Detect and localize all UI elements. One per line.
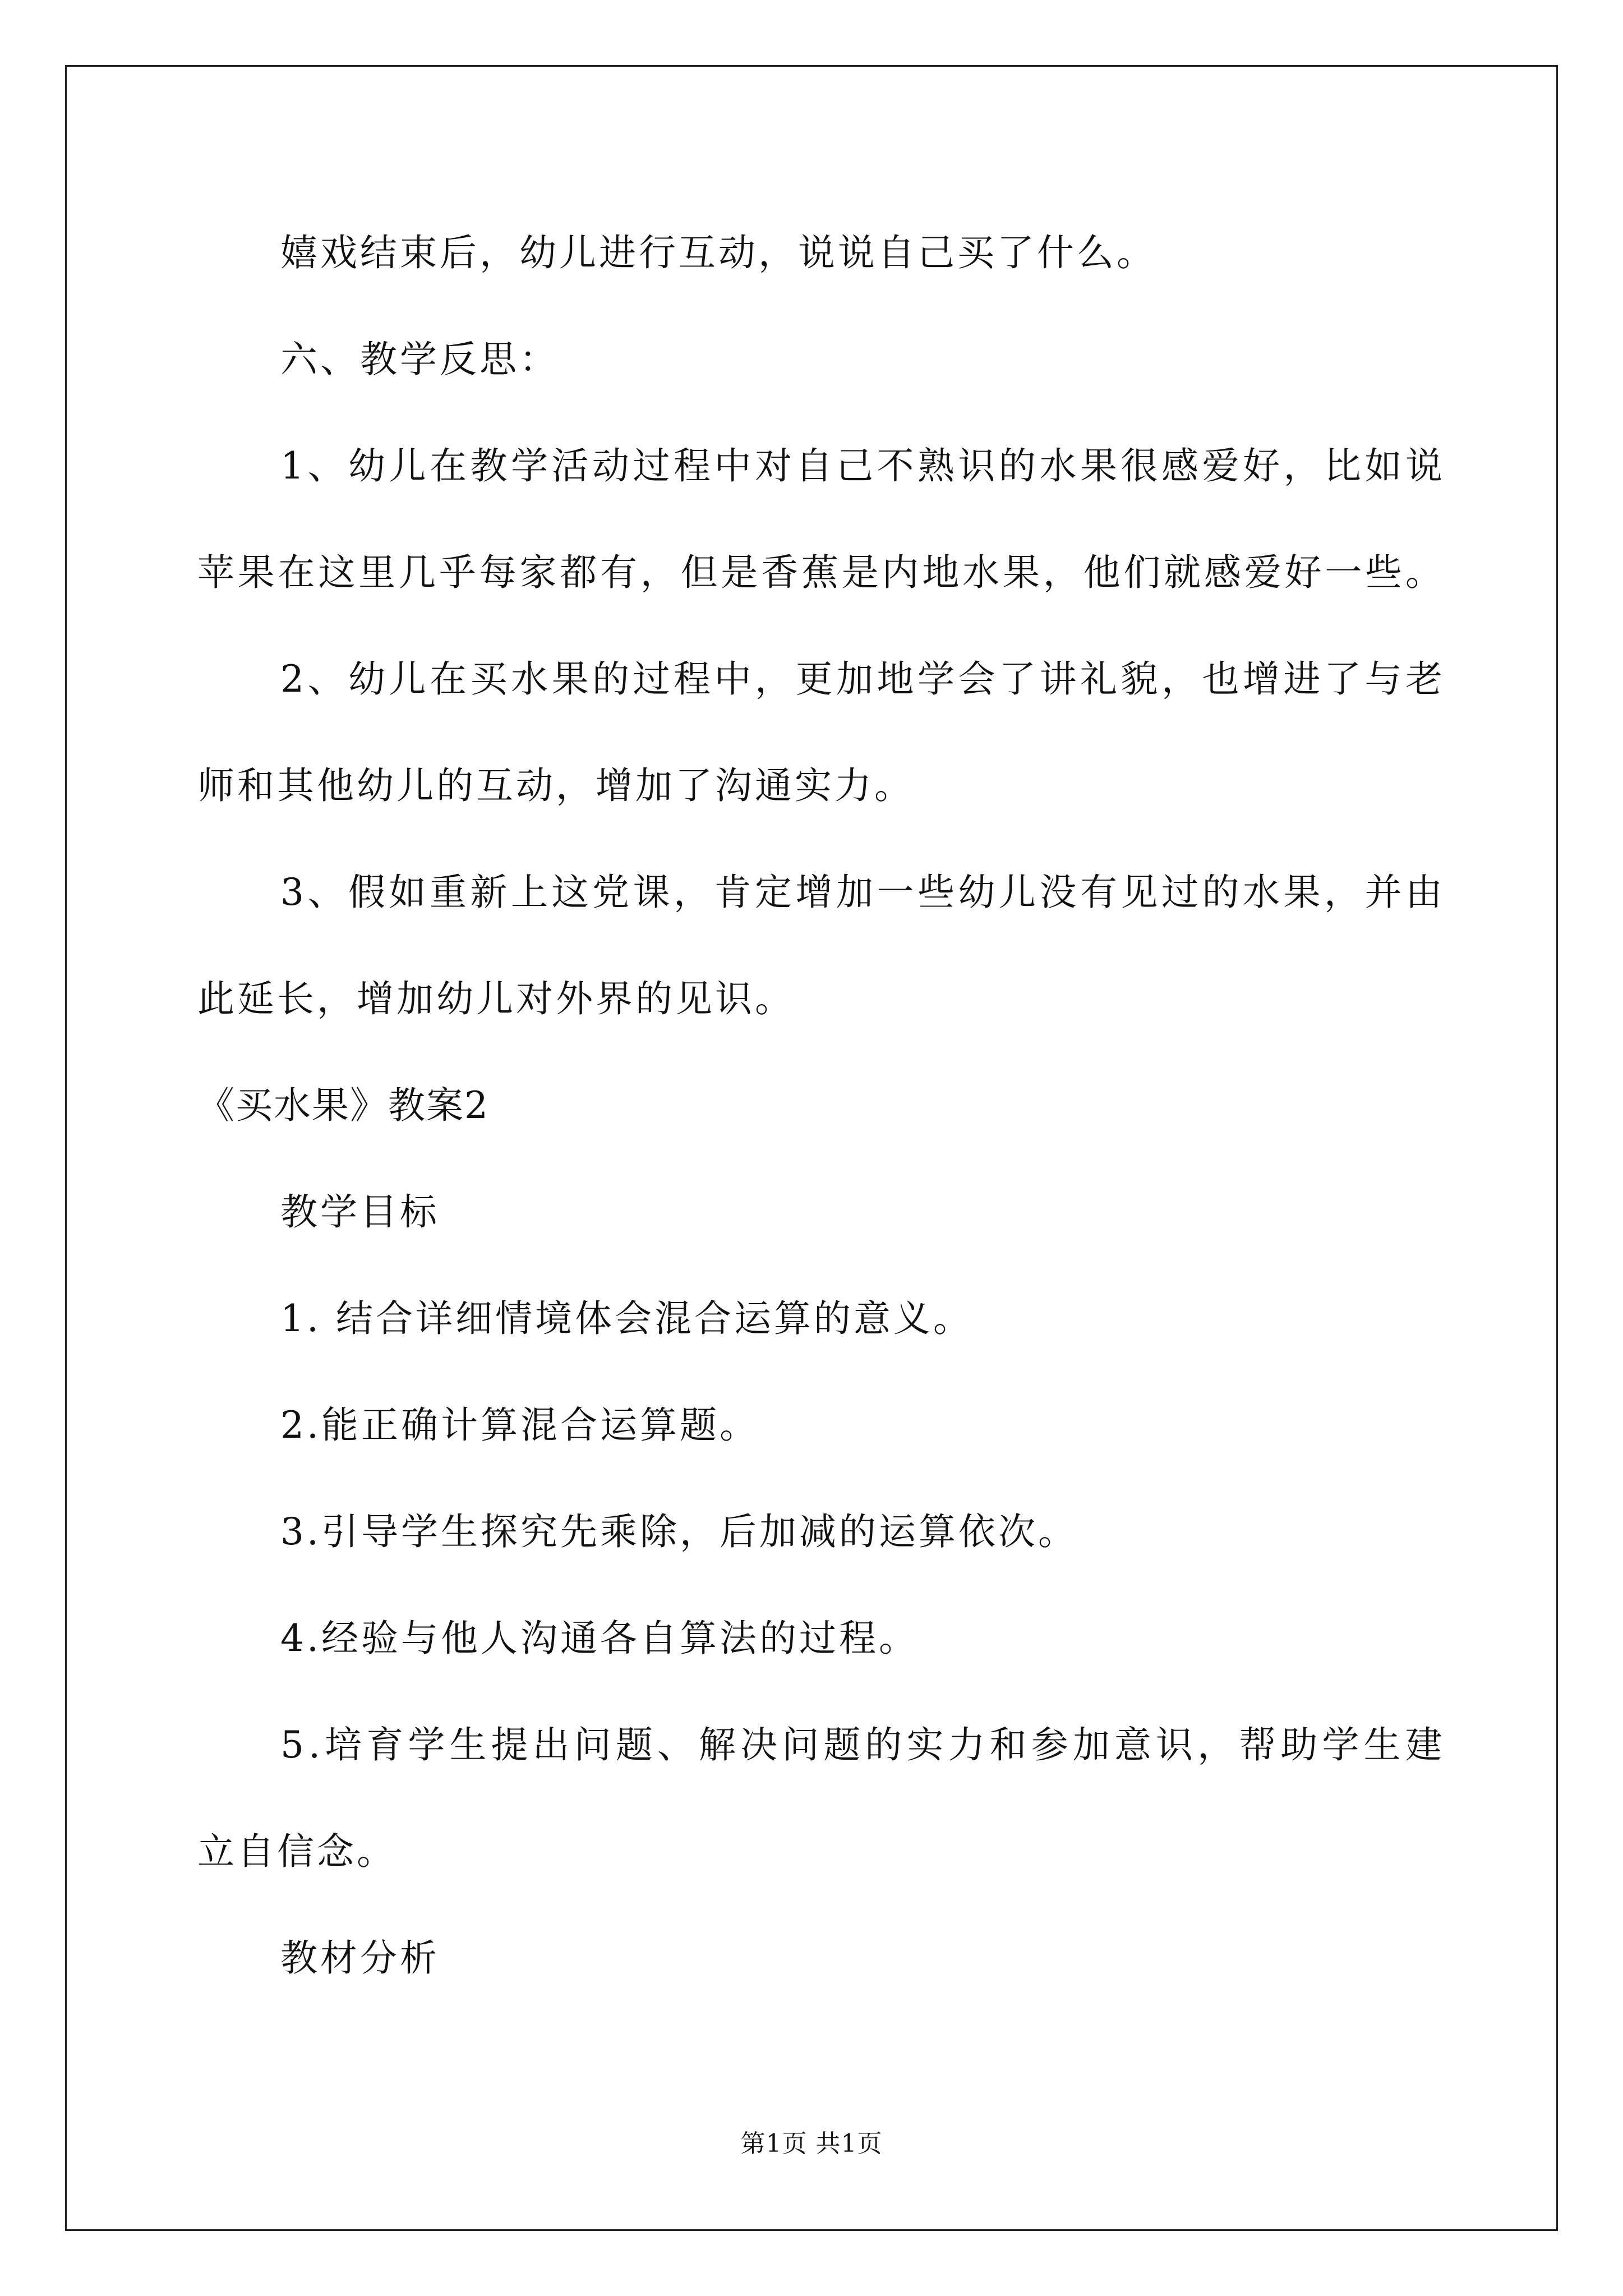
objective-item-4: 4.经验与他人沟通各自算法的过程。 bbox=[280, 1617, 919, 1660]
lesson-plan-title: 《买水果》教案2 bbox=[197, 1084, 489, 1127]
objective-item-5-line-2: 立自信念。 bbox=[197, 1830, 396, 1873]
reflection-item-1-line-1: 1 、 幼 儿 在 教 学 活 动 过 程 中 对 自 己 不 熟 识 的 水 果 很 感 爱 好 ， 比 如 说 bbox=[280, 444, 1442, 487]
objective-item-1: 1. 结合详细情境体会混合运算的意义。 bbox=[280, 1297, 973, 1340]
section-heading-objectives: 教学目标 bbox=[280, 1190, 440, 1234]
reflection-item-2-line-1: 2 、 幼 儿 在 买 水 果 的 过 程 中 ， 更 加 地 学 会 了 讲 礼 貌 ， 也 增 进 了 与 老 bbox=[280, 657, 1442, 701]
page-border bbox=[65, 65, 1558, 2231]
objective-item-3: 3.引导学生探究先乘除，后加减的运算依次。 bbox=[280, 1510, 1078, 1553]
paragraph-game-end: 嬉戏结束后，幼儿进行互动，说说自己买了什么。 bbox=[280, 231, 1156, 274]
objective-item-5-line-1: 5 . 培 育 学 生 提 出 问 题 、 解 决 问 题 的 实 力 和 参 加 意 识 ， 帮 助 学 生 建 bbox=[280, 1723, 1442, 1766]
objective-item-2: 2.能正确计算混合运算题。 bbox=[280, 1404, 759, 1447]
page-footer: 第1页 共1页 bbox=[740, 2129, 883, 2158]
reflection-item-3-line-2: 此延长，增加幼儿对外界的见识。 bbox=[197, 977, 795, 1020]
reflection-item-1-line-2: 苹 果 在 这 里 几 乎 每 家 都 有 ， 但 是 香 蕉 是 内 地 水 果 ， 他 们 就 感 爱 好 一 些 。 bbox=[197, 551, 1442, 594]
section-heading-material-analysis: 教材分析 bbox=[280, 1936, 440, 1980]
reflection-item-3-line-1: 3 、 假 如 重 新 上 这 党 课 ， 肯 定 增 加 一 些 幼 儿 没 有 见 过 的 水 果 ， 并 由 bbox=[280, 871, 1442, 914]
section-heading-reflection: 六、教学反思： bbox=[280, 338, 559, 381]
reflection-item-2-line-2: 师和其他幼儿的互动，增加了沟通实力。 bbox=[197, 764, 914, 807]
